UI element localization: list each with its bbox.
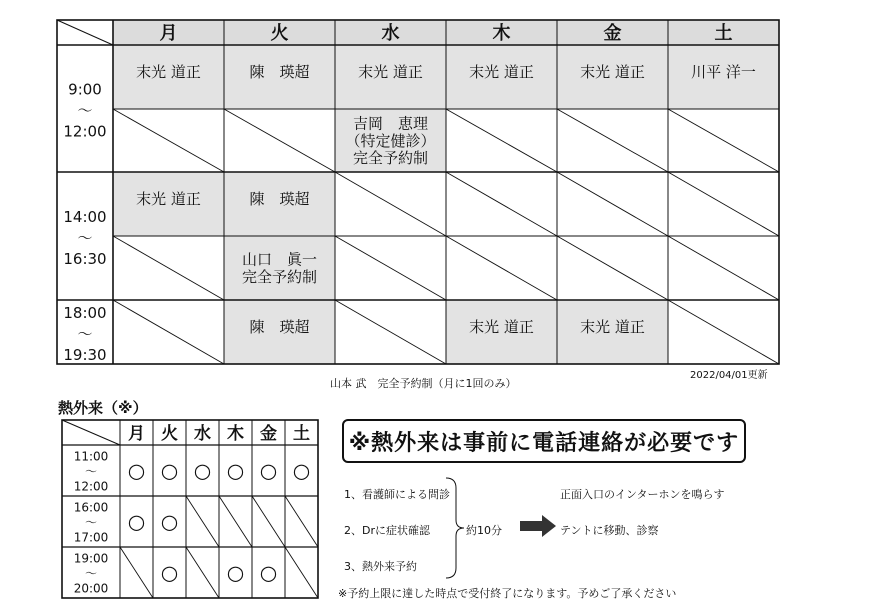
fever-day-2: 水 <box>194 424 211 444</box>
steps-brace <box>444 476 466 580</box>
fever-empty-diagonal <box>186 547 219 598</box>
cell-text-line: 完全予約制 <box>352 149 429 167</box>
tent-instruction: テントに移動、診察 <box>560 524 659 537</box>
day-header-3: 木 <box>492 23 511 44</box>
time-end: 19:30 <box>63 346 107 364</box>
fever-time-start: 11:00 <box>73 449 109 464</box>
doctor-name: 末光 道正 <box>358 63 423 81</box>
open-mark: ○ <box>259 560 278 585</box>
fever-empty-diagonal <box>120 547 153 598</box>
day-header-1: 火 <box>270 23 289 44</box>
time-separator: ～ <box>77 325 93 343</box>
time-start: 18:00 <box>63 304 107 322</box>
open-mark: ○ <box>226 560 245 585</box>
fever-notice: ※熱外来は事前に電話連絡が必要です <box>342 419 746 463</box>
open-mark: ○ <box>259 458 278 483</box>
open-mark: ○ <box>292 458 311 483</box>
doctor-name: 末光 道正 <box>469 63 534 81</box>
cell-text-line: 山口 眞一 <box>241 250 318 269</box>
reservation-note: ※予約上限に達した時点で受付終了になります。予めご了承ください <box>338 587 677 600</box>
arrow-right-icon <box>520 515 556 537</box>
intercom-instruction: 正面入口のインターホンを鳴らす <box>560 488 725 501</box>
day-header-5: 土 <box>714 23 733 44</box>
cell-text-line: 吉岡 恵理 <box>352 114 429 133</box>
step-3: 3、熱外来予約 <box>344 560 417 573</box>
doctor-name: 末光 道正 <box>580 63 645 81</box>
fever-day-5: 土 <box>293 424 310 444</box>
fever-empty-diagonal <box>252 496 285 547</box>
doctor-name: 末光 道正 <box>136 63 201 81</box>
fever-day-3: 木 <box>227 424 244 444</box>
day-header-4: 金 <box>603 23 622 44</box>
open-mark: ○ <box>160 509 179 534</box>
doctor-name: 陳 瑛超 <box>249 318 310 336</box>
day-header-0: 月 <box>159 23 178 44</box>
fever-time-start: 16:00 <box>73 500 109 515</box>
doctor-name: 川平 洋一 <box>691 63 756 81</box>
fever-empty-diagonal <box>285 547 318 598</box>
fever-empty-diagonal <box>186 496 219 547</box>
open-mark: ○ <box>127 509 146 534</box>
time-end: 16:30 <box>63 250 107 268</box>
fever-day-1: 火 <box>161 424 178 444</box>
fever-time-start: 19:00 <box>73 551 109 566</box>
fever-time-end: 17:00 <box>73 530 109 545</box>
doctor-name: 陳 瑛超 <box>249 190 310 208</box>
fever-day-4: 金 <box>260 424 277 444</box>
time-separator: ～ <box>77 101 93 120</box>
cell-text-line: 完全予約制 <box>241 267 318 286</box>
fever-title: 熱外来（※） <box>58 399 148 417</box>
time-end: 12:00 <box>63 122 107 141</box>
step-2: 2、Drに症状確認 <box>344 524 430 537</box>
doctor-name: 末光 道正 <box>469 318 534 336</box>
fever-header-diagonal <box>62 420 120 445</box>
day-header-2: 水 <box>381 23 400 44</box>
footnote-yamamoto: 山本 武 完全予約制（月に1回のみ） <box>330 377 517 390</box>
fever-time-end: 12:00 <box>73 479 109 494</box>
duration-label: 約10分 <box>466 524 502 537</box>
cell-text-line: （特定健診） <box>345 131 436 150</box>
fever-empty-diagonal <box>285 496 318 547</box>
fever-time-sep: ～ <box>84 515 98 530</box>
doctor-name: 陳 瑛超 <box>249 63 310 81</box>
open-mark: ○ <box>160 560 179 585</box>
time-start: 9:00 <box>68 80 102 99</box>
time-separator: ～ <box>77 229 93 247</box>
step-1: 1、看護師による問診 <box>344 488 450 501</box>
fever-empty-diagonal <box>219 496 252 547</box>
doctor-name: 末光 道正 <box>580 318 645 336</box>
fever-time-sep: ～ <box>84 464 98 479</box>
fever-day-0: 月 <box>128 424 145 444</box>
open-mark: ○ <box>160 458 179 483</box>
updated-date: 2022/04/01更新 <box>690 370 768 381</box>
open-mark: ○ <box>193 458 212 483</box>
doctor-name: 末光 道正 <box>136 190 201 208</box>
open-mark: ○ <box>226 458 245 483</box>
fever-time-sep: ～ <box>84 566 98 581</box>
time-start: 14:00 <box>63 208 107 226</box>
open-mark: ○ <box>127 458 146 483</box>
fever-time-end: 20:00 <box>73 581 109 596</box>
